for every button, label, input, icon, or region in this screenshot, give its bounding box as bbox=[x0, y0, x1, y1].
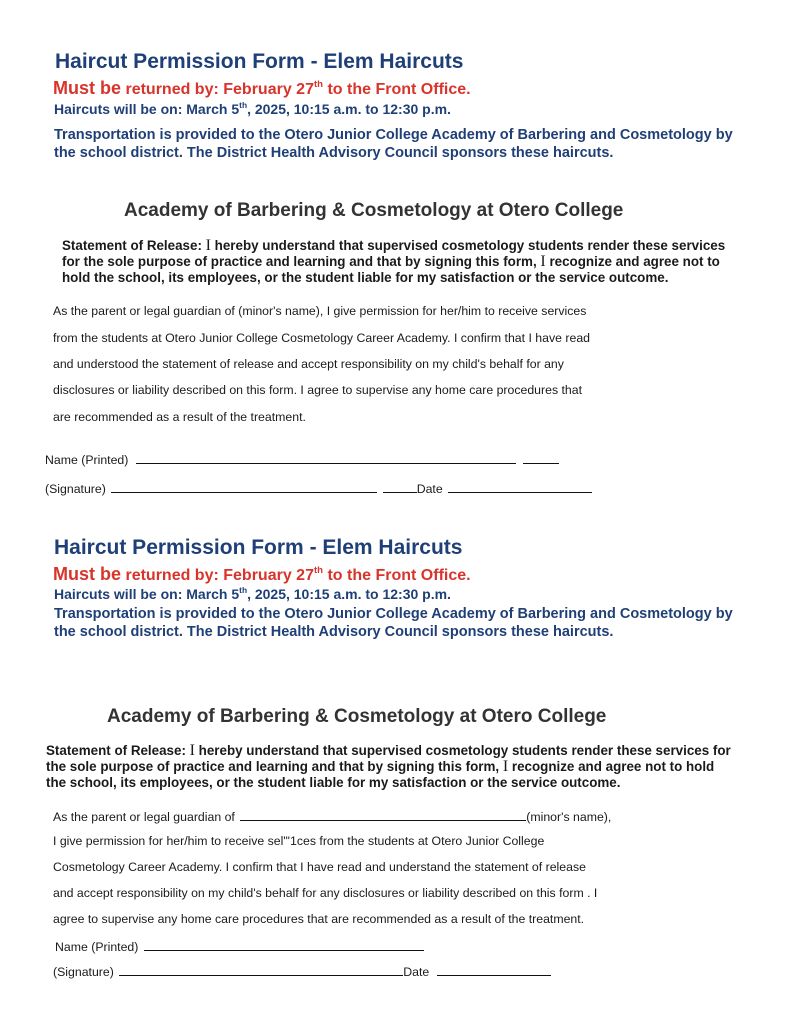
form1-body-line: are recommended as a result of the treatment. bbox=[53, 410, 306, 424]
form1-signature-line-extra[interactable] bbox=[383, 480, 417, 493]
form2-date-label: Date bbox=[403, 965, 430, 979]
form2-title: Haircut Permission Form - Elem Haircuts bbox=[54, 536, 463, 559]
form1-name-line-extra[interactable] bbox=[523, 451, 559, 464]
form2-body-line: Cosmetology Career Academy. I confirm that I have read and understand the statement of release bbox=[53, 860, 586, 874]
form1-date-line[interactable] bbox=[448, 480, 592, 493]
form2-deadline: Must be returned by: February 27th to the Front Office. bbox=[53, 564, 471, 584]
form1-transportation-note: Transportation is provided to the Otero Junior College Academy of Barbering and Cosmetology by the school district. The District Health Advisory Council sponsors these haircuts. bbox=[54, 127, 733, 161]
form2-name-row bbox=[55, 938, 424, 954]
form1-academy-heading: Academy of Barbering & Cosmetology at Otero College bbox=[124, 200, 624, 221]
form2-haircut-date: Haircuts will be on: March 5th, 2025, 10:15 a.m. to 12:30 p.m. bbox=[54, 584, 451, 602]
form1-name-label: Name (Printed) bbox=[45, 453, 129, 467]
form1-signature-line[interactable] bbox=[111, 480, 377, 493]
form1-deadline: Must be returned by: February 27th to the Front Office. bbox=[53, 78, 471, 98]
form2-guardian-row: As the parent or legal guardian of (minor's name), bbox=[53, 810, 612, 824]
form2-name-line[interactable] bbox=[144, 938, 424, 951]
form2-signature-line[interactable] bbox=[119, 963, 403, 976]
form1-date-label: Date bbox=[416, 482, 443, 496]
form1-body-line: As the parent or legal guardian of (minor's name), I give permission for her/him to receive services bbox=[53, 304, 587, 318]
form1-body-line: and understood the statement of release and accept responsibility on my child's behalf for any bbox=[53, 357, 564, 371]
form2-statement-of-release: Statement of Release: I hereby understand that supervised cosmetology students render these services for the sole purpose of practice and learning and that by signing this form, I recognize and agree not to hold the school, its employees, or the student liable for my satisfaction or the service outcome. bbox=[46, 742, 731, 790]
form1-body-line: disclosures or liability described on this form. I agree to supervise any home care procedures that bbox=[53, 383, 583, 397]
form1-signature-row bbox=[45, 480, 592, 496]
form1-name-line[interactable] bbox=[136, 451, 516, 464]
form1-name-row bbox=[45, 451, 559, 467]
form2-transportation-note: Transportation is provided to the Otero Junior College Academy of Barbering and Cosmetology by the school district. The District Health Advisory Council sponsors these haircuts. bbox=[54, 606, 733, 640]
form1-haircut-date: Haircuts will be on: March 5th, 2025, 10:15 a.m. to 12:30 p.m. bbox=[54, 99, 451, 117]
form2-body-line: agree to supervise any home care procedures that are recommended as a result of the treatment. bbox=[53, 912, 585, 926]
form2-name-label: Name (Printed) bbox=[55, 940, 139, 954]
form2-academy-heading: Academy of Barbering & Cosmetology at Otero College bbox=[107, 706, 607, 727]
form1-statement-of-release: Statement of Release: I hereby understand that supervised cosmetology students render these services for the sole purpose of practice and learning and that by signing this form, I recognize and agree not to hold the school, its employees, or the student liable for my satisfaction or the service outcome. bbox=[62, 237, 726, 285]
form2-date-line[interactable] bbox=[437, 963, 551, 976]
form2-minor-name-line[interactable] bbox=[240, 808, 526, 821]
form2-signature-row bbox=[53, 963, 551, 979]
form1-body-line: from the students at Otero Junior College Cosmetology Career Academy. I confirm that I have read bbox=[53, 331, 590, 345]
form2-signature-label: (Signature) bbox=[53, 965, 114, 979]
form2-body-line: and accept responsibility on my child's behalf for any disclosures or liability described on this form . I bbox=[53, 886, 598, 900]
form1-signature-label: (Signature) bbox=[45, 482, 106, 496]
form2-body-line: I give permission for her/him to receive sel"'1ces from the students at Otero Junior College bbox=[53, 834, 545, 848]
form1-title: Haircut Permission Form - Elem Haircuts bbox=[55, 50, 464, 73]
